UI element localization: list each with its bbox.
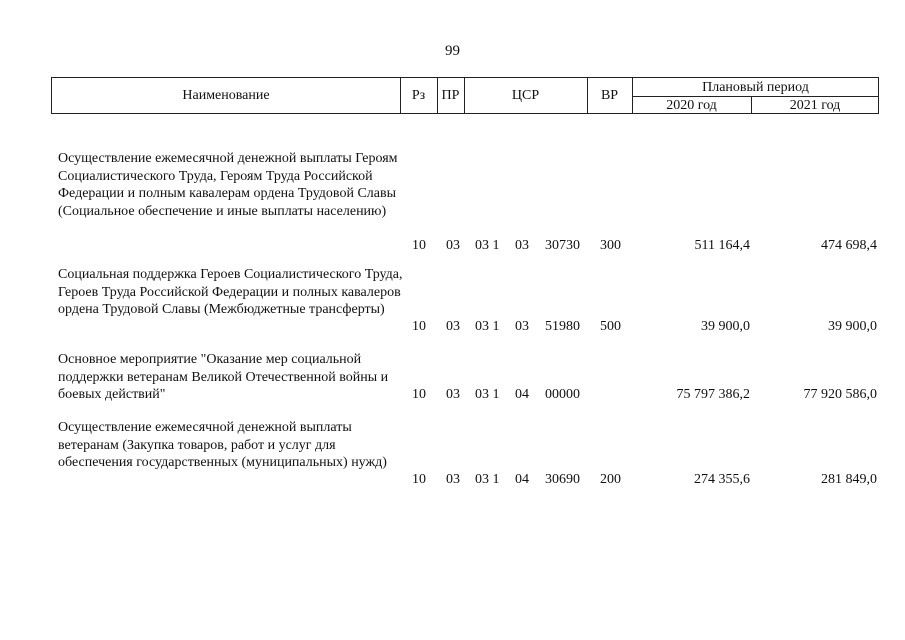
row-csr-event: 04 <box>515 387 529 402</box>
row-pr: 03 <box>446 319 460 334</box>
row-csr-code: 00000 <box>545 387 580 402</box>
header-year-2020: 2020 год <box>666 98 717 113</box>
page-number: 99 <box>445 43 460 59</box>
row-csr-event: 04 <box>515 472 529 487</box>
header-name: Наименование <box>182 88 270 103</box>
row-csr-program: 03 1 <box>475 319 500 334</box>
row-csr-program: 03 1 <box>475 387 500 402</box>
row-vr: 300 <box>600 238 621 253</box>
row-vr: 500 <box>600 319 621 334</box>
row-csr-event: 03 <box>515 238 529 253</box>
row-name: Основное мероприятие "Оказание мер социальной поддержки ветеранам Великой Отечественной войны и боевых действий" <box>58 352 389 402</box>
row-name: Социальная поддержка Героев Социалистического Труда, Героев Труда Российской Федерации и полных кавалеров ордена Трудовой Славы (Межбюджетные трансферты) <box>58 267 403 317</box>
row-csr-event: 03 <box>515 319 529 334</box>
row-rz: 10 <box>412 387 426 402</box>
row-amount-2021: 39 900,0 <box>828 319 877 334</box>
header-rz: Рз <box>411 88 426 103</box>
header-vr: ВР <box>600 88 619 103</box>
row-pr: 03 <box>446 387 460 402</box>
row-amount-2020: 39 900,0 <box>701 319 750 334</box>
row-amount-2020: 511 164,4 <box>694 238 750 253</box>
row-rz: 10 <box>412 238 426 253</box>
row-pr: 03 <box>446 472 460 487</box>
row-name: Осуществление ежемесячной денежной выплаты ветеранам (Закупка товаров, работ и услуг для обеспечения государственных (муниципальных) нужд) <box>58 420 387 470</box>
row-name: Осуществление ежемесячной денежной выплаты Героям Социалистического Труда, Героям Труда Российской Федерации и полным кавалерам ордена Трудовой Славы (Социальное обеспечение и иные выплаты населению) <box>58 151 398 219</box>
row-csr-program: 03 1 <box>475 238 500 253</box>
row-amount-2020: 75 797 386,2 <box>676 387 750 402</box>
row-rz: 10 <box>412 472 426 487</box>
row-rz: 10 <box>412 319 426 334</box>
header-pr: ПР <box>441 88 460 103</box>
header-planned-period: Плановый период <box>702 80 809 95</box>
row-amount-2021: 77 920 586,0 <box>803 387 877 402</box>
row-csr-program: 03 1 <box>475 472 500 487</box>
row-csr-code: 51980 <box>545 319 580 334</box>
row-pr: 03 <box>446 238 460 253</box>
row-amount-2021: 281 849,0 <box>821 472 877 487</box>
header-csr: ЦСР <box>511 88 540 103</box>
row-csr-code: 30730 <box>545 238 580 253</box>
row-csr-code: 30690 <box>545 472 580 487</box>
header-year-2021: 2021 год <box>789 98 841 113</box>
row-amount-2021: 474 698,4 <box>821 238 877 253</box>
row-amount-2020: 274 355,6 <box>694 472 750 487</box>
row-vr: 200 <box>600 472 621 487</box>
